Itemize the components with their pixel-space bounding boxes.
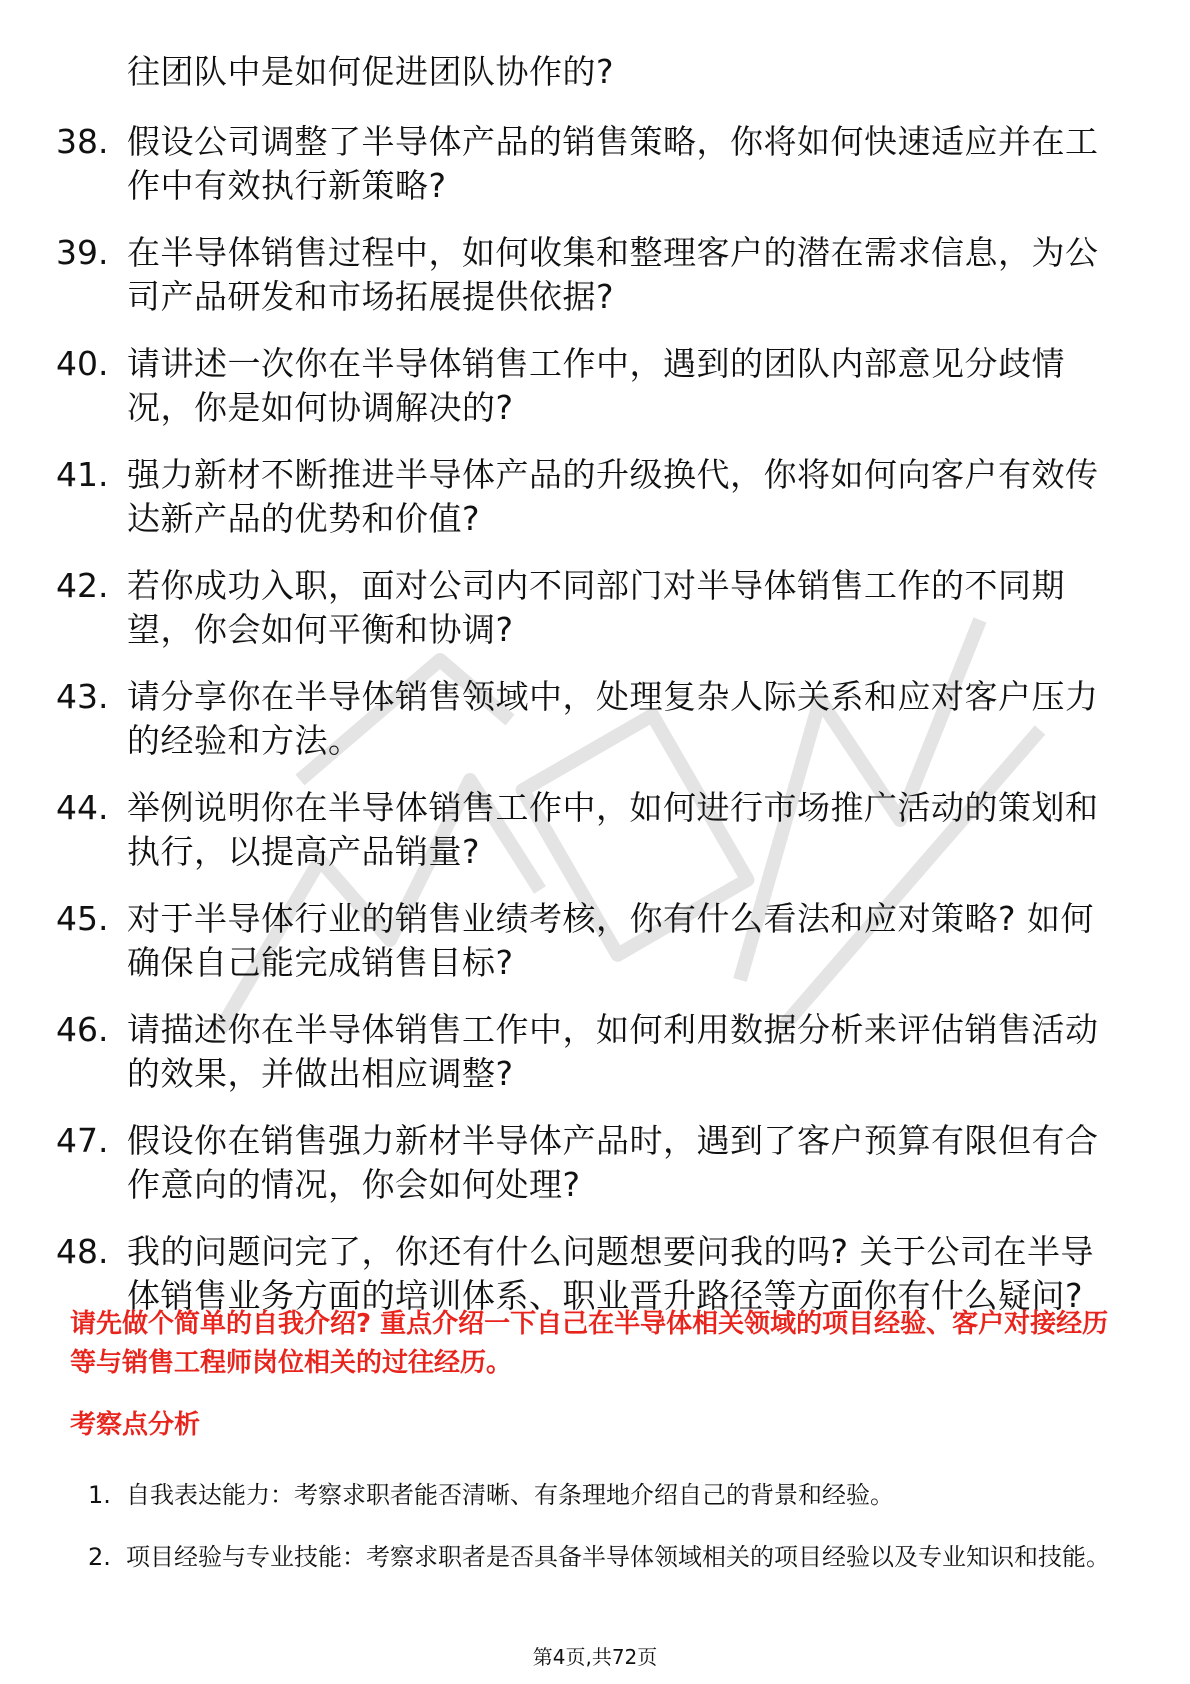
list-item — [56, 675, 1116, 763]
analysis-number: 1. — [88, 1481, 111, 1509]
question-number: 40. — [56, 344, 109, 383]
question-number: 48. — [56, 1232, 109, 1271]
list-item — [88, 1537, 1118, 1591]
question-text: 强力新材不断推进半导体产品的升级换代，你将如何向客户有效传达新产品的优势和价值? — [127, 455, 1099, 538]
list-item — [56, 786, 1116, 874]
list-item — [56, 1119, 1116, 1207]
continuation-text: 往团队中是如何促进团队协作的? — [127, 52, 615, 91]
question-number: 46. — [56, 1010, 109, 1049]
list-item — [88, 1475, 1118, 1515]
list-item — [56, 120, 1116, 208]
intro-question: 请先做个简单的自我介绍? 重点介绍一下自己在半导体相关领域的项目经验、客户对接经历等与销售工程师岗位相关的过往经历。 — [70, 1309, 1109, 1378]
analysis-text: 项目经验与专业技能：考察求职者是否具备半导体领域相关的项目经验以及专业知识和技能。 — [126, 1543, 1110, 1571]
list-item — [56, 342, 1116, 430]
question-text: 请描述你在半导体销售工作中，如何利用数据分析来评估销售活动的效果，并做出相应调整? — [127, 1010, 1099, 1093]
question-text: 请讲述一次你在半导体销售工作中，遇到的团队内部意见分歧情况，你是如何协调解决的? — [127, 344, 1065, 427]
question-text: 若你成功入职，面对公司内不同部门对半导体销售工作的不同期望，你会如何平衡和协调? — [127, 566, 1065, 649]
list-item — [56, 231, 1116, 319]
list-item — [56, 564, 1116, 652]
list-item — [56, 1008, 1116, 1096]
analysis-text: 自我表达能力：考察求职者能否清晰、有条理地介绍自己的背景和经验。 — [126, 1481, 894, 1509]
question-text: 对于半导体行业的销售业绩考核，你有什么看法和应对策略? 如何确保自己能完成销售目标? — [127, 899, 1095, 982]
question-text: 假设公司调整了半导体产品的销售策略，你将如何快速适应并在工作中有效执行新策略? — [127, 122, 1099, 205]
analysis-number: 2. — [88, 1543, 111, 1571]
question-number: 39. — [56, 233, 109, 272]
list-item — [56, 897, 1116, 985]
question-text: 请分享你在半导体销售领域中，处理复杂人际关系和应对客户压力的经验和方法。 — [127, 677, 1099, 760]
analysis-list — [88, 1475, 1118, 1613]
question-number: 45. — [56, 899, 109, 938]
analysis-title: 考察点分析 — [70, 1410, 201, 1440]
list-item — [56, 453, 1116, 541]
question-number: 41. — [56, 455, 109, 494]
question-text: 举例说明你在半导体销售工作中，如何进行市场推广活动的策划和执行，以提高产品销量? — [127, 788, 1099, 871]
question-number: 44. — [56, 788, 109, 827]
question-list — [56, 50, 1116, 1341]
page-footer: 第4页,共72页 — [532, 1645, 658, 1669]
question-number: 38. — [56, 122, 109, 161]
question-number: 43. — [56, 677, 109, 716]
question-text: 我的问题问完了，你还有什么问题想要问我的吗? 关于公司在半导体销售业务方面的培训体系、职业晋升路径等方面你有什么疑问? — [127, 1232, 1095, 1315]
question-text: 假设你在销售强力新材半导体产品时，遇到了客户预算有限但有合作意向的情况，你会如何处理? — [127, 1121, 1099, 1204]
question-number: 42. — [56, 566, 109, 605]
question-number: 47. — [56, 1121, 109, 1160]
question-text: 在半导体销售过程中，如何收集和整理客户的潜在需求信息，为公司产品研发和市场拓展提供依据? — [127, 233, 1099, 316]
